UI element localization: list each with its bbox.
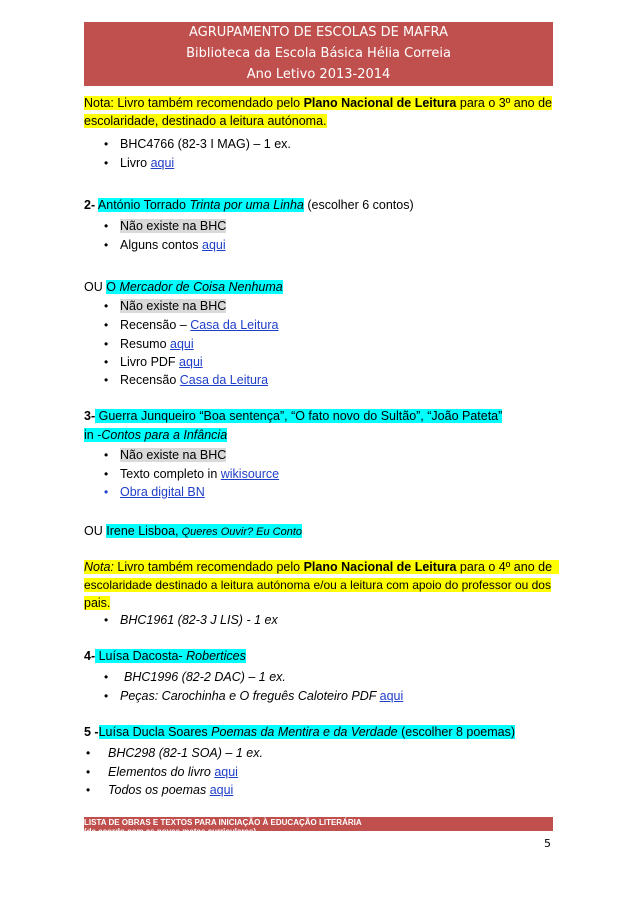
footer-subtitle: (de acordo com as novas metas curriculares): [84, 827, 257, 836]
list-item: • BHC1961 (82-3 J LIS) - 1 ex: [104, 613, 278, 627]
note-2-line-2: escolaridade destinado a leitura autónoma e/ou a leitura com apoio do professor ou dos: [84, 578, 551, 592]
section-2-heading: 2- António Torrado Trinta por uma Linha (escolher 6 contos): [84, 198, 414, 212]
recensao-link[interactable]: Casa da Leitura: [179, 373, 269, 387]
list-item: • Recensão – Casa da Leitura: [104, 318, 279, 332]
list-item: • Elementos do livro aqui: [86, 765, 238, 779]
section-3-source: in -Contos para a Infância: [84, 428, 228, 442]
list-item: • BHC4766 (82-3 I MAG) – 1 ex.: [104, 137, 291, 151]
alternative-1-heading: OU O Mercador de Coisa Nenhuma: [84, 280, 283, 294]
list-item: • Não existe na BHC: [104, 219, 227, 233]
alternative-2-heading: OU Irene Lisboa, Queres Ouvir? Eu Conto: [84, 524, 303, 538]
list-item: • Não existe na BHC: [104, 448, 227, 462]
school-group-title: AGRUPAMENTO DE ESCOLAS DE MAFRA: [189, 25, 448, 40]
resumo-link[interactable]: aqui: [170, 337, 194, 351]
obra-digital-bn-link[interactable]: Obra digital BN: [120, 485, 205, 499]
note-2-line-3: pais.: [84, 596, 111, 610]
list-item: • Livro PDF aqui: [104, 355, 203, 369]
note-1-line-2: escolaridade, destinado a leitura autónoma.: [84, 114, 327, 128]
list-item: • Peças: Carochinha e O freguês Caloteiro PDF aqui: [104, 689, 404, 703]
list-item: • Todos os poemas aqui: [86, 783, 234, 797]
note-2-line-1: Nota: Livro também recomendado pelo Plano Nacional de Leitura para o 4º ano de: [84, 560, 559, 574]
list-item: • Livro aqui: [104, 156, 175, 170]
list-item: • Alguns contos aqui: [104, 238, 226, 252]
alguns-contos-link[interactable]: aqui: [202, 238, 226, 252]
section-4-heading: 4- Luísa Dacosta- Robertices: [84, 649, 246, 663]
todos-os-poemas-link[interactable]: aqui: [209, 783, 234, 797]
list-item: • Resumo aqui: [104, 337, 194, 351]
elementos-do-livro-link[interactable]: aqui: [214, 765, 238, 779]
note-1-line-1: Nota: Livro também recomendado pelo Plano Nacional de Leitura para o 3º ano de: [84, 96, 553, 110]
livro-pdf-link[interactable]: aqui: [179, 355, 203, 369]
document-header: [84, 22, 553, 86]
pecas-pdf-link[interactable]: aqui: [379, 689, 404, 703]
section-5-heading: 5 -Luísa Ducla Soares Poemas da Mentira e da Verdade (escolher 8 poemas): [84, 725, 516, 739]
wikisource-link[interactable]: wikisource: [220, 467, 280, 481]
livro-aqui-link[interactable]: aqui: [150, 156, 175, 170]
school-year: Ano Letivo 2013-2014: [246, 67, 391, 82]
list-item: • Texto completo in wikisource: [104, 467, 280, 481]
list-item: • Não existe na BHC: [104, 299, 227, 313]
page-number: 5: [544, 837, 551, 850]
footer-title: LISTA DE OBRAS E TEXTOS PARA INICIAÇÃO À EDUCAÇÃO LITERÁRIA: [84, 818, 362, 827]
casa-da-leitura-link[interactable]: Casa da Leitura: [190, 318, 279, 332]
section-3-heading: 3- Guerra Junqueiro “Boa sentença”, “O fato novo do Sultão”, “João Pateta”: [84, 409, 503, 423]
list-item: • BHC298 (82-1 SOA) – 1 ex.: [86, 746, 263, 760]
library-title: Biblioteca da Escola Básica Hélia Correia: [186, 46, 451, 61]
list-item: • Obra digital BN: [104, 485, 205, 499]
list-item: • Recensão Casa da Leitura: [104, 373, 269, 387]
list-item: • BHC1996 (82-2 DAC) – 1 ex.: [104, 670, 286, 684]
